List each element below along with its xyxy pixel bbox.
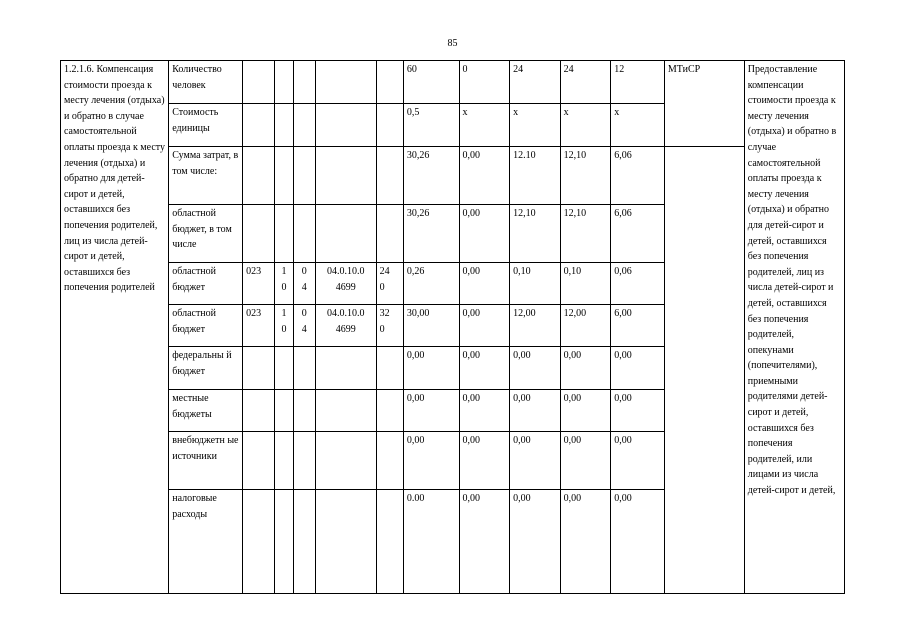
measure-name: 1.2.1.6. Компенсация стоимости проезда к месту лечения (отдыха) и обратно в случае самостоятельной оплаты проезда к месту лечения (отдыха) и обратно для детей-сирот и детей, оставшихся без попечения родителей, лиц из числа детей-сирот и детей, оставшихся без попечения родителей (61, 61, 169, 594)
vr-code-line-2: 0 (379, 281, 385, 293)
value-year-4: 0,06 (611, 263, 665, 305)
vr-code (376, 104, 403, 147)
vr-code (376, 347, 403, 390)
budget-table (60, 60, 845, 594)
csr-code (315, 61, 376, 104)
rz-code-line-1: 1 (281, 308, 287, 319)
pr-code (293, 61, 315, 104)
value-year-1: 0,00 (459, 205, 510, 263)
grbs-code (243, 490, 275, 594)
value-year-2: x (510, 104, 561, 147)
grbs-code (243, 205, 275, 263)
csr-code (315, 390, 376, 432)
value-year-1: 0,00 (459, 432, 510, 490)
rz-code (275, 205, 293, 263)
vr-code-line-2: 0 (379, 323, 385, 335)
value-year-2: 0,00 (510, 390, 561, 432)
pr-code (293, 104, 315, 147)
indicator-label: областной бюджет, в том числе (169, 205, 243, 263)
value-year-4: 0,00 (611, 432, 665, 490)
value-total: 0,00 (403, 390, 459, 432)
value-year-3: 0,10 (560, 263, 611, 305)
value-year-3: 12,10 (560, 147, 611, 205)
pr-code (293, 347, 315, 390)
value-year-2: 0,00 (510, 432, 561, 490)
pr-code (293, 390, 315, 432)
vr-code (376, 432, 403, 490)
rz-code (275, 104, 293, 147)
value-year-1: 0,00 (459, 147, 510, 205)
value-year-3: 0,00 (560, 347, 611, 390)
csr-code: 04.0.10.0 4699 (315, 263, 376, 305)
indicator-label: местные бюджеты (169, 390, 243, 432)
rz-code (275, 347, 293, 390)
value-year-4: 6,00 (611, 305, 665, 347)
rz-code (275, 147, 293, 205)
indicator-label: Количество человек (169, 61, 243, 104)
rz-code-line-2: 0 (281, 281, 287, 293)
value-year-2: 12,00 (510, 305, 561, 347)
pr-code (293, 305, 315, 347)
csr-code (315, 490, 376, 594)
value-year-1: 0,00 (459, 490, 510, 594)
value-year-1: 0 (459, 61, 510, 104)
pr-code-line-2: 4 (301, 323, 307, 335)
indicator-label: Стоимость единицы (169, 104, 243, 147)
value-year-2: 0,00 (510, 490, 561, 594)
rz-code (275, 490, 293, 594)
grbs-code (243, 347, 275, 390)
value-total: 0,5 (403, 104, 459, 147)
value-year-3: 24 (560, 61, 611, 104)
indicator-label: областной бюджет (169, 305, 243, 347)
vr-code (376, 390, 403, 432)
value-year-3: 0,00 (560, 490, 611, 594)
value-year-1: 0,00 (459, 347, 510, 390)
pr-code (293, 263, 315, 305)
expected-result: Предоставление компенсации стоимости проезда к месту лечения (отдыха) и обратно в случае самостоятельной оплаты проезда к месту лечения (отдыха) и обратно для детей-сирот и детей, оставшихся без попечения родителей, лиц из числа детей-сирот и детей, оставшихся без попечения родителей, опекунами (попечителями), приемными родителями детей- сирот и детей, оставшихся без попечения родителей, или лицами из числа детей-сирот и детей, (744, 61, 844, 594)
indicator-label: областной бюджет (169, 263, 243, 305)
grbs-code (243, 390, 275, 432)
value-year-2: 0,10 (510, 263, 561, 305)
value-year-4: 0,00 (611, 490, 665, 594)
pr-code-line-1: 0 (301, 266, 307, 277)
grbs-code (243, 147, 275, 205)
grbs-code: 023 (243, 305, 275, 347)
vr-code (376, 61, 403, 104)
value-year-3: 12,00 (560, 305, 611, 347)
csr-code (315, 147, 376, 205)
rz-code (275, 390, 293, 432)
vr-code (376, 205, 403, 263)
rz-code (275, 263, 293, 305)
executor-continued (664, 147, 744, 594)
value-year-1: 0,00 (459, 263, 510, 305)
value-total: 30,00 (403, 305, 459, 347)
indicator-label: федеральны й бюджет (169, 347, 243, 390)
vr-code (376, 490, 403, 594)
value-total: 0,00 (403, 432, 459, 490)
value-year-3: 12,10 (560, 205, 611, 263)
grbs-code (243, 432, 275, 490)
value-year-2: 12,10 (510, 205, 561, 263)
value-year-3: x (560, 104, 611, 147)
vr-code-line-1: 24 (379, 266, 390, 277)
rz-code (275, 61, 293, 104)
value-year-3: 0,00 (560, 432, 611, 490)
value-year-2: 24 (510, 61, 561, 104)
vr-code (376, 147, 403, 205)
grbs-code (243, 61, 275, 104)
pr-code (293, 432, 315, 490)
pr-code-line-1: 0 (301, 308, 307, 319)
value-year-4: 0,00 (611, 390, 665, 432)
indicator-label: налоговые расходы (169, 490, 243, 594)
vr-code (376, 263, 403, 305)
value-year-1: x (459, 104, 510, 147)
table-row (61, 147, 845, 205)
value-total: 0.00 (403, 490, 459, 594)
value-year-4: 6,06 (611, 205, 665, 263)
value-year-2: 0,00 (510, 347, 561, 390)
value-year-1: 0,00 (459, 305, 510, 347)
value-total: 30,26 (403, 147, 459, 205)
value-total: 0,00 (403, 347, 459, 390)
pr-code (293, 490, 315, 594)
vr-code (376, 305, 403, 347)
executor: МТиСР (664, 61, 744, 147)
csr-code (315, 104, 376, 147)
value-total: 30,26 (403, 205, 459, 263)
value-year-1: 0,00 (459, 390, 510, 432)
pr-code-line-2: 4 (301, 281, 307, 293)
csr-code (315, 432, 376, 490)
value-total: 0,26 (403, 263, 459, 305)
value-year-4: 12 (611, 61, 665, 104)
indicator-label: внебюджетн ые источники (169, 432, 243, 490)
value-year-4: x (611, 104, 665, 147)
value-year-2: 12.10 (510, 147, 561, 205)
csr-code (315, 205, 376, 263)
indicator-label: Сумма затрат, в том числе: (169, 147, 243, 205)
pr-code (293, 147, 315, 205)
value-year-4: 6,06 (611, 147, 665, 205)
rz-code (275, 305, 293, 347)
value-total: 60 (403, 61, 459, 104)
rz-code (275, 432, 293, 490)
grbs-code: 023 (243, 263, 275, 305)
grbs-code (243, 104, 275, 147)
rz-code-line-2: 0 (281, 323, 287, 335)
value-year-4: 0,00 (611, 347, 665, 390)
csr-code: 04.0.10.0 4699 (315, 305, 376, 347)
page-number: 85 (447, 38, 458, 49)
csr-code (315, 347, 376, 390)
value-year-3: 0,00 (560, 390, 611, 432)
vr-code-line-1: 32 (379, 308, 390, 319)
table-row (61, 61, 845, 104)
rz-code-line-1: 1 (281, 266, 287, 277)
pr-code (293, 205, 315, 263)
